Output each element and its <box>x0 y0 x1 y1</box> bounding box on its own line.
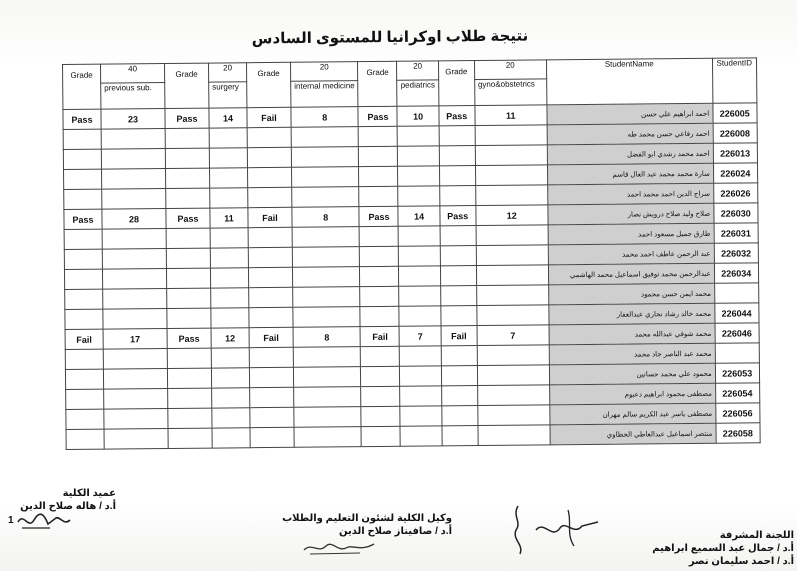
cell-student-name: طارق جميل مسعود احمد <box>548 223 714 245</box>
cell-gyno-score <box>477 365 549 386</box>
cell-pediatrics-score <box>399 246 440 266</box>
cell-student-id: 226053 <box>715 363 759 383</box>
cell-student-name: احمد رفاعي حسن محمد طه <box>547 123 713 145</box>
cell-internal-score <box>292 247 360 268</box>
cell-previous-score <box>102 189 166 210</box>
cell-internal-score <box>291 147 359 168</box>
cell-pediatrics-grade <box>359 126 398 146</box>
page-title: نتيجة طلاب اوكرانيا للمستوى السادس <box>251 27 529 48</box>
header-student-id: StudentID <box>712 58 756 103</box>
committee-signature-icon <box>508 500 608 558</box>
cell-previous-score <box>103 349 167 370</box>
cell-pediatrics-grade: Pass <box>358 106 397 126</box>
header-grade-pediatrics: Grade <box>358 61 397 106</box>
cell-internal-score <box>294 427 362 448</box>
cell-pediatrics-score: 10 <box>397 106 438 126</box>
cell-surgery-score: 12 <box>211 328 249 348</box>
cell-surgery-grade <box>165 148 209 168</box>
cell-gyno-score <box>477 385 549 406</box>
cell-surgery-score <box>210 268 248 288</box>
cell-internal-grade <box>248 167 292 187</box>
cell-internal-grade <box>248 187 292 207</box>
cell-gyno-score: 11 <box>475 105 547 126</box>
dean-signature-icon <box>14 508 74 534</box>
cell-previous-grade <box>64 269 102 289</box>
cell-student-name: احمد ابراهيم علي حسن <box>547 103 713 125</box>
cell-previous-score <box>102 269 166 290</box>
cell-internal-grade <box>249 307 293 327</box>
header-gyno-label: gyno&obstetrics <box>474 79 546 106</box>
header-grade-internal: Grade <box>246 62 290 107</box>
cell-internal-grade <box>249 347 293 367</box>
cell-student-id: 226034 <box>714 263 758 283</box>
dean-name: أ.د / هاله صلاح الدين <box>20 501 116 512</box>
cell-surgery-score <box>209 128 247 148</box>
cell-surgery-score <box>211 368 249 388</box>
cell-gyno-grade <box>440 286 476 306</box>
cell-gyno-grade <box>439 166 475 186</box>
cell-gyno-score <box>475 145 547 166</box>
cell-student-name: عبدالرحمن محمد توفيق اسماعيل محمد الهاشمي <box>548 263 714 285</box>
cell-internal-score <box>291 127 359 148</box>
cell-previous-grade <box>66 389 104 409</box>
cell-internal-score <box>293 347 361 368</box>
cell-surgery-grade <box>167 288 211 308</box>
cell-pediatrics-grade <box>361 366 400 386</box>
cell-previous-score <box>101 129 165 150</box>
cell-gyno-grade <box>439 186 475 206</box>
cell-surgery-score <box>211 308 249 328</box>
cell-previous-grade <box>66 409 104 429</box>
vice-dean-name: أ.د / صافيناز صلاح الدين <box>338 526 452 537</box>
cell-internal-score <box>292 167 360 188</box>
committee-title: اللجنة المشرفة <box>719 530 794 541</box>
cell-gyno-score: 7 <box>477 325 549 346</box>
header-surgery-label: surgery <box>209 82 247 108</box>
cell-student-id: 226030 <box>714 203 758 223</box>
cell-previous-score <box>104 389 168 410</box>
header-pediatrics-max: 20 <box>397 61 438 80</box>
cell-previous-grade <box>64 169 102 189</box>
cell-internal-score: 8 <box>291 107 359 128</box>
cell-gyno-grade <box>440 266 476 286</box>
cell-internal-score: 8 <box>292 207 360 228</box>
cell-surgery-grade <box>167 368 211 388</box>
cell-previous-grade <box>64 189 102 209</box>
header-student-name: StudentName <box>546 58 712 105</box>
cell-surgery-score <box>212 408 250 428</box>
cell-gyno-score <box>476 265 548 286</box>
header-grade-gyno: Grade <box>438 61 474 106</box>
cell-internal-score: 8 <box>293 327 361 348</box>
cell-pediatrics-score <box>400 426 441 446</box>
committee-member-2: أ.د / احمد سليمان نصر <box>688 556 794 567</box>
cell-pediatrics-grade <box>360 286 399 306</box>
cell-previous-score <box>102 169 166 190</box>
cell-previous-grade: Pass <box>64 209 102 229</box>
cell-previous-grade <box>64 229 102 249</box>
header-pediatrics-label: pediatrics <box>397 80 438 106</box>
cell-student-name: منتصر اسماعيل عبدالعاطي الخطاوي <box>550 423 716 445</box>
cell-pediatrics-score: 14 <box>398 206 439 226</box>
cell-pediatrics-grade <box>361 346 400 366</box>
header-grade-previous: Grade <box>63 64 101 109</box>
cell-pediatrics-score <box>400 366 441 386</box>
cell-pediatrics-grade <box>361 406 400 426</box>
cell-surgery-score <box>210 168 248 188</box>
cell-surgery-grade <box>166 248 210 268</box>
cell-student-id: 226005 <box>713 103 757 123</box>
cell-internal-score <box>292 187 360 208</box>
cell-surgery-score: 14 <box>209 108 247 128</box>
cell-previous-score <box>104 409 168 430</box>
cell-previous-grade <box>65 309 103 329</box>
cell-gyno-grade: Pass <box>439 106 475 126</box>
cell-gyno-grade <box>439 126 475 146</box>
cell-previous-score <box>104 428 168 449</box>
cell-surgery-score <box>210 188 248 208</box>
cell-previous-grade <box>63 149 101 169</box>
cell-gyno-grade <box>439 146 475 166</box>
cell-student-name: احمد محمد رشدي ابو الفضل <box>547 143 713 165</box>
cell-surgery-grade <box>165 128 209 148</box>
cell-student-name: محمد خالد رشاد نجاري عبدالغفار <box>549 303 715 325</box>
committee-block <box>580 529 794 568</box>
cell-pediatrics-score <box>399 226 440 246</box>
cell-pediatrics-score <box>399 266 440 286</box>
header-gyno-max: 20 <box>474 60 546 80</box>
cell-previous-score <box>102 229 166 250</box>
cell-internal-grade <box>248 227 292 247</box>
cell-pediatrics-grade <box>359 166 398 186</box>
cell-internal-grade <box>250 407 294 427</box>
results-table <box>62 57 760 450</box>
cell-gyno-grade <box>442 406 478 426</box>
cell-pediatrics-score <box>398 186 439 206</box>
cell-student-id: 226013 <box>713 143 757 163</box>
cell-surgery-grade <box>167 308 211 328</box>
cell-internal-score <box>292 227 360 248</box>
cell-surgery-score <box>211 348 249 368</box>
cell-pediatrics-grade <box>359 186 398 206</box>
cell-surgery-score <box>210 228 248 248</box>
cell-pediatrics-grade <box>361 426 400 446</box>
header-internal-max: 20 <box>290 62 358 82</box>
cell-gyno-grade <box>441 366 477 386</box>
cell-gyno-score <box>477 305 549 326</box>
vice-dean-title: وكيل الكلية لشئون التعليم والطلاب <box>282 513 452 524</box>
cell-internal-grade: Fail <box>247 107 291 127</box>
cell-previous-score: 17 <box>103 329 167 350</box>
table-body <box>63 103 760 450</box>
cell-previous-grade <box>65 369 103 389</box>
cell-internal-grade <box>249 287 293 307</box>
cell-internal-score <box>293 307 361 328</box>
cell-surgery-grade <box>167 348 211 368</box>
cell-surgery-grade <box>168 388 212 408</box>
cell-surgery-score: 11 <box>210 208 248 228</box>
cell-gyno-grade: Fail <box>441 326 477 346</box>
dean-page-number: 1 <box>8 515 14 526</box>
cell-student-name: محمد ايمن حسن محمود <box>548 283 714 305</box>
cell-gyno-grade <box>440 226 476 246</box>
cell-internal-grade <box>248 247 292 267</box>
cell-student-id <box>715 343 759 363</box>
cell-gyno-score <box>476 225 548 246</box>
cell-internal-score <box>292 267 360 288</box>
cell-pediatrics-grade <box>360 246 399 266</box>
cell-gyno-grade <box>441 306 477 326</box>
cell-previous-grade <box>64 249 102 269</box>
cell-pediatrics-grade <box>360 266 399 286</box>
cell-surgery-score <box>210 248 248 268</box>
cell-gyno-grade <box>440 246 476 266</box>
cell-student-name: سارة محمد محمد عبد العال قاسم <box>547 163 713 185</box>
cell-surgery-score <box>212 388 250 408</box>
header-previous-max: 40 <box>101 64 165 84</box>
results-sheet <box>62 57 760 450</box>
cell-previous-score: 28 <box>102 209 166 230</box>
cell-previous-score <box>103 289 167 310</box>
cell-surgery-grade: Pass <box>167 328 211 348</box>
cell-internal-score <box>294 387 362 408</box>
cell-surgery-grade: Pass <box>165 108 209 128</box>
cell-student-name: محمد شوقي عبدالله محمد <box>549 323 715 345</box>
cell-internal-score <box>293 287 361 308</box>
header-surgery-max: 20 <box>208 63 246 82</box>
header-previous-label: previous sub. <box>101 83 165 110</box>
cell-pediatrics-grade <box>361 386 400 406</box>
cell-surgery-score <box>209 148 247 168</box>
cell-previous-grade <box>66 429 104 449</box>
cell-pediatrics-score <box>398 166 439 186</box>
cell-gyno-score <box>475 165 547 186</box>
cell-internal-grade <box>247 147 291 167</box>
cell-student-name: صلاح وليد صلاح درويش نصار <box>548 203 714 225</box>
cell-surgery-grade <box>166 188 210 208</box>
cell-internal-grade <box>250 427 294 447</box>
committee-member-1: أ.د / جمال عبد السميع ابراهيم <box>652 543 794 554</box>
header-grade-surgery: Grade <box>165 63 209 108</box>
cell-student-id: 226058 <box>716 423 760 443</box>
cell-gyno-score: 12 <box>476 205 548 226</box>
cell-student-id: 226008 <box>713 123 757 143</box>
cell-pediatrics-score: 7 <box>400 326 441 346</box>
cell-pediatrics-grade <box>360 306 399 326</box>
cell-surgery-grade <box>166 228 210 248</box>
cell-internal-grade <box>248 267 292 287</box>
cell-student-id: 226054 <box>715 383 759 403</box>
cell-previous-score <box>102 249 166 270</box>
cell-student-id: 226024 <box>713 163 757 183</box>
cell-internal-grade <box>250 387 294 407</box>
cell-previous-score <box>103 369 167 390</box>
cell-internal-grade: Fail <box>249 327 293 347</box>
cell-student-id: 226044 <box>715 303 759 323</box>
cell-gyno-score <box>475 125 547 146</box>
cell-pediatrics-grade: Pass <box>359 206 398 226</box>
cell-student-id: 226046 <box>715 323 759 343</box>
cell-student-name: مصطفى محمود ابراهيم دعبوم <box>549 383 715 405</box>
cell-pediatrics-score <box>398 146 439 166</box>
cell-surgery-grade <box>166 168 210 188</box>
cell-gyno-grade <box>442 426 478 446</box>
cell-pediatrics-grade <box>360 226 399 246</box>
cell-previous-grade <box>65 289 103 309</box>
cell-pediatrics-grade: Fail <box>361 326 400 346</box>
cell-pediatrics-score <box>400 386 441 406</box>
cell-pediatrics-grade <box>359 146 398 166</box>
cell-gyno-score <box>478 425 550 446</box>
cell-student-id: 226056 <box>716 403 760 423</box>
cell-internal-grade <box>249 367 293 387</box>
cell-pediatrics-score <box>399 306 440 326</box>
cell-student-name: سراج الدين احمد محمد احمد <box>547 183 713 205</box>
cell-gyno-grade: Pass <box>440 206 476 226</box>
cell-gyno-score <box>477 345 549 366</box>
cell-student-name: محمد عبد الناصر جاد محمد <box>549 343 715 365</box>
cell-surgery-grade: Pass <box>166 208 210 228</box>
cell-gyno-score <box>478 405 550 426</box>
cell-internal-grade <box>247 127 291 147</box>
cell-previous-score <box>103 309 167 330</box>
cell-surgery-grade <box>168 408 212 428</box>
cell-internal-score <box>293 367 361 388</box>
cell-student-name: عبد الرحمن عاطف احمد محمد <box>548 243 714 265</box>
cell-pediatrics-score <box>400 346 441 366</box>
cell-surgery-score <box>212 428 250 448</box>
cell-previous-grade <box>65 349 103 369</box>
cell-gyno-grade <box>441 346 477 366</box>
vice-dean-block <box>230 512 452 538</box>
cell-student-id: 226031 <box>714 223 758 243</box>
cell-previous-score: 23 <box>101 109 165 130</box>
vice-dean-signature-icon <box>300 536 380 558</box>
cell-surgery-score <box>211 288 249 308</box>
cell-gyno-score <box>475 185 547 206</box>
cell-previous-grade: Fail <box>65 329 103 349</box>
cell-student-id: 226026 <box>713 183 757 203</box>
cell-surgery-grade <box>168 428 212 448</box>
cell-gyno-score <box>476 285 548 306</box>
cell-student-name: محمود علي محمد حسانين <box>549 363 715 385</box>
header-internal-label: internal medicine <box>291 81 359 108</box>
cell-internal-grade: Fail <box>248 207 292 227</box>
cell-gyno-score <box>476 245 548 266</box>
cell-gyno-grade <box>441 386 477 406</box>
cell-internal-score <box>294 407 362 428</box>
cell-previous-score <box>101 149 165 170</box>
cell-pediatrics-score <box>398 126 439 146</box>
cell-student-name: مصطفى ياسر عبد الكريم سالم مهران <box>550 403 716 425</box>
cell-student-id: 226032 <box>714 243 758 263</box>
cell-previous-grade <box>63 129 101 149</box>
dean-title: عميد الكلية <box>62 488 116 499</box>
cell-student-id <box>714 283 758 303</box>
cell-pediatrics-score <box>400 406 441 426</box>
cell-previous-grade: Pass <box>63 109 101 129</box>
cell-surgery-grade <box>166 268 210 288</box>
cell-pediatrics-score <box>399 286 440 306</box>
